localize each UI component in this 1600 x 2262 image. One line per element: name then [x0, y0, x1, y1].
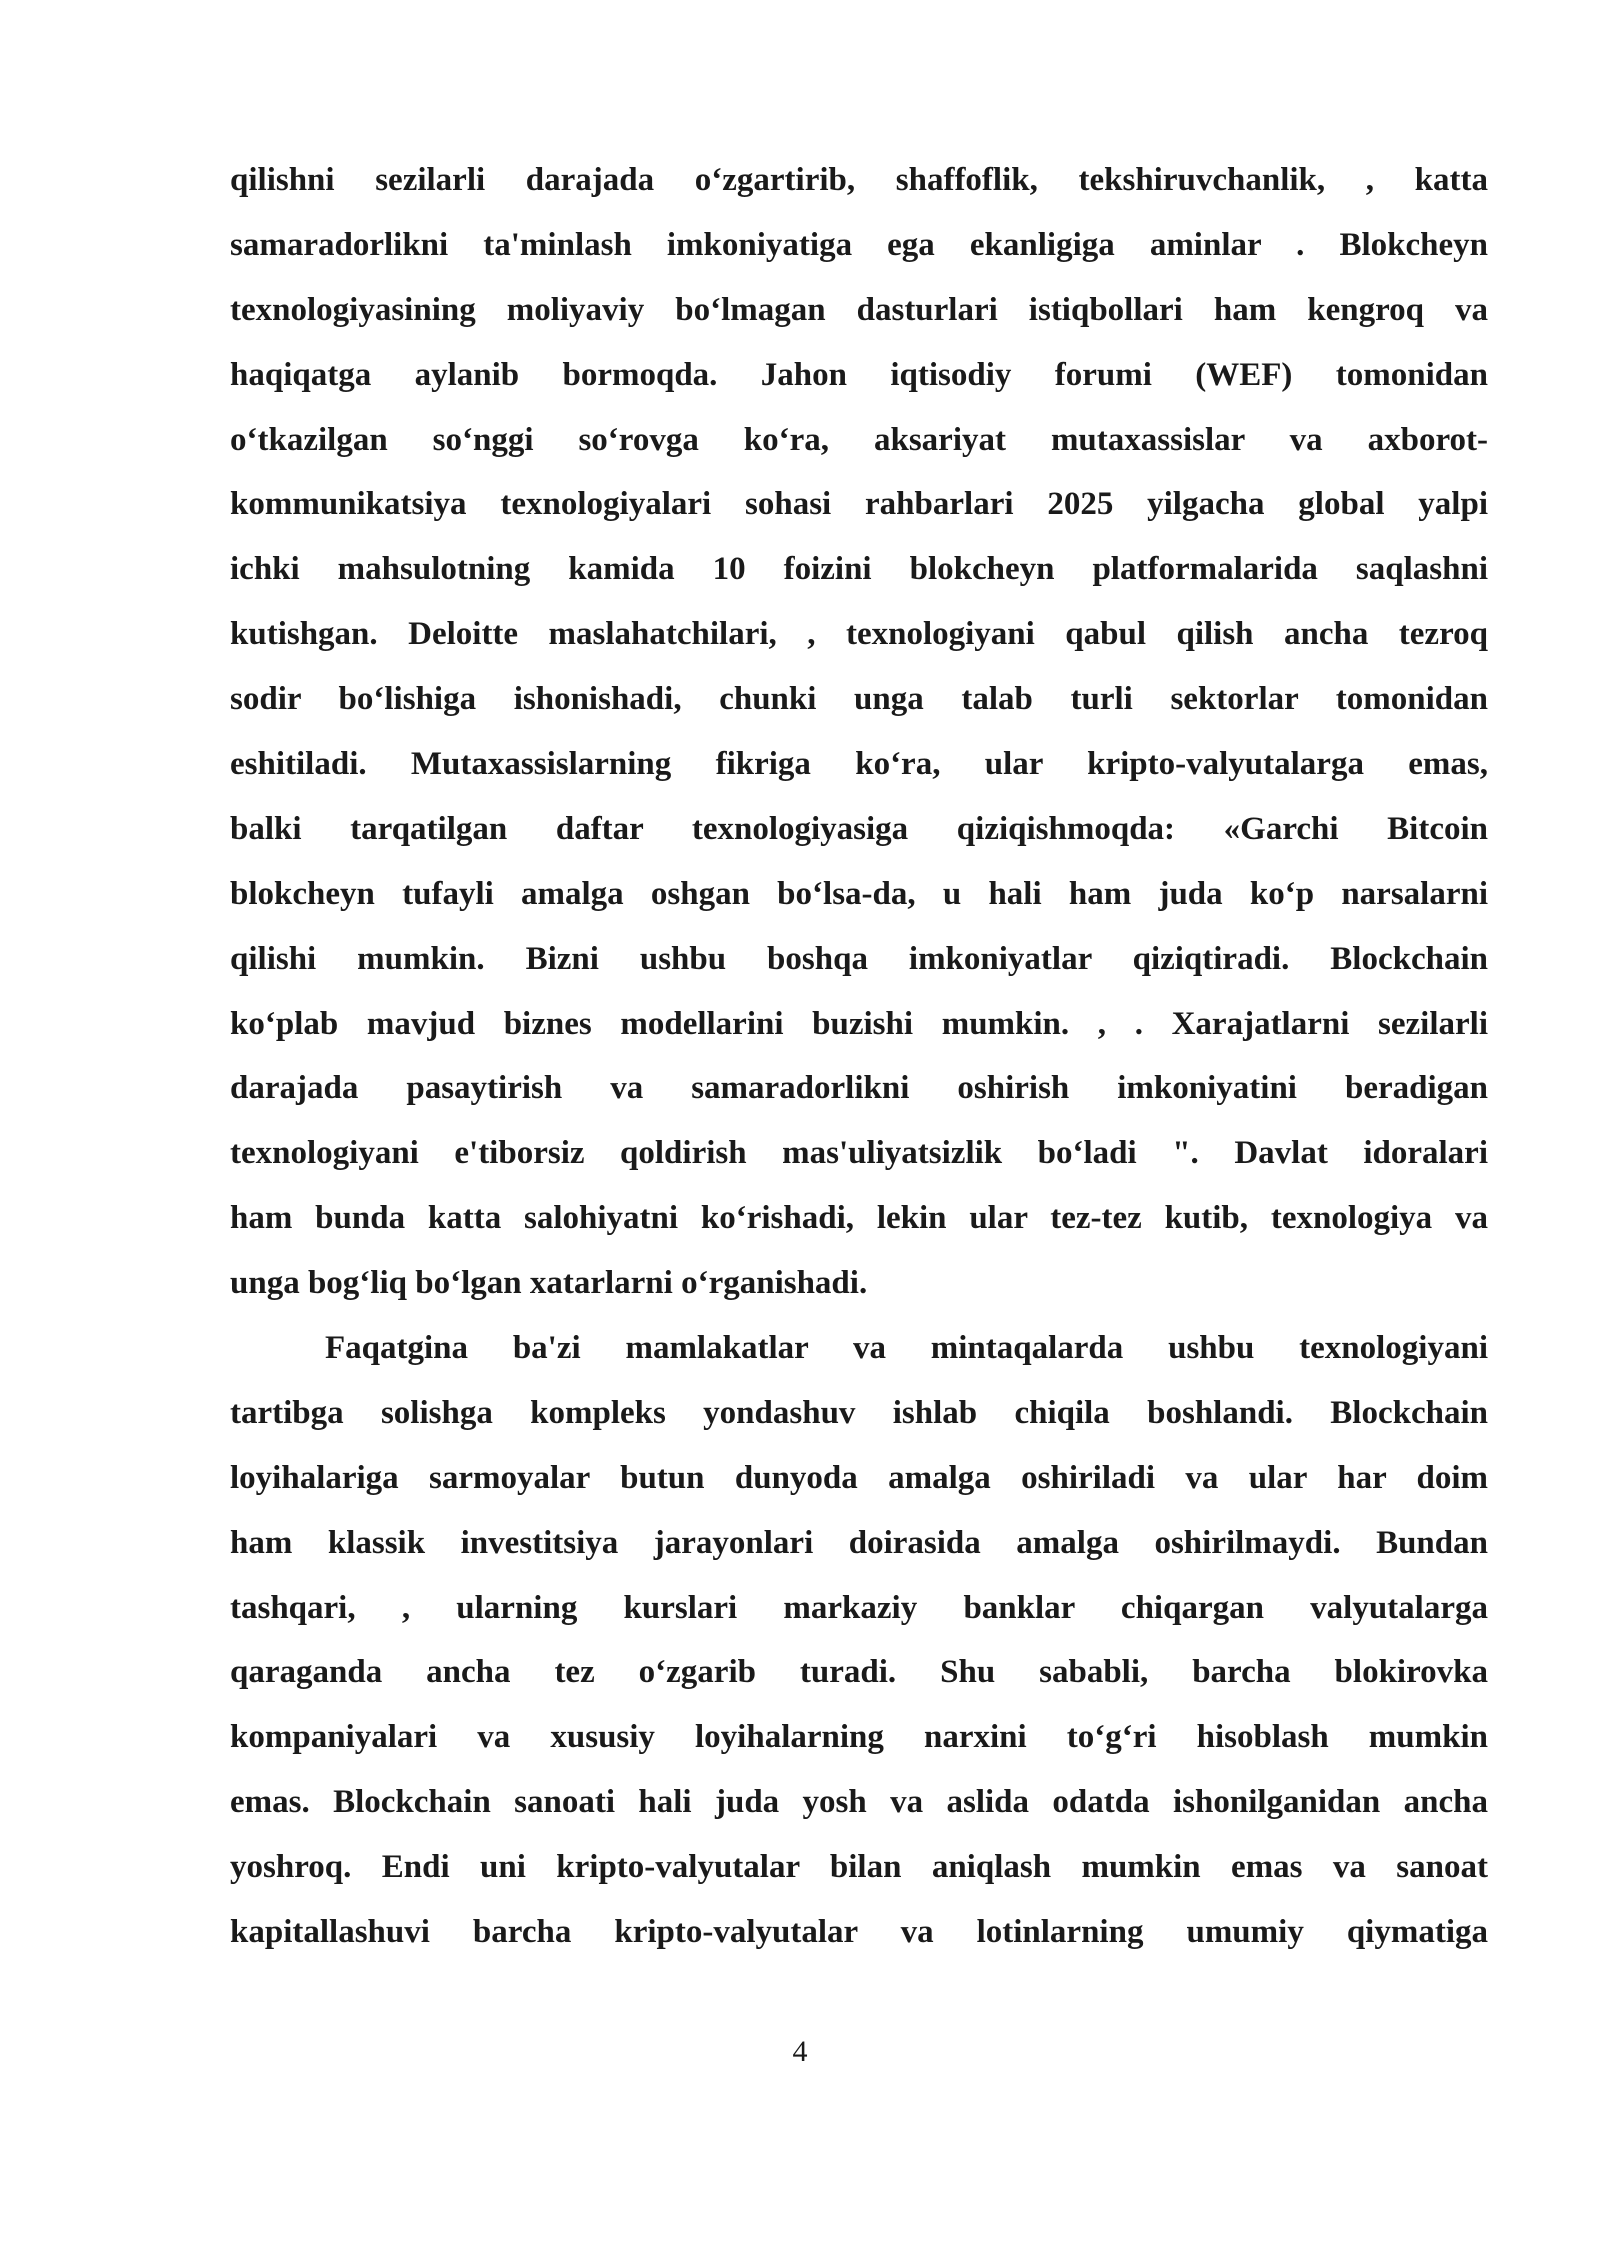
text-line: ham klassik investitsiya jarayonlari doirasida amalga oshirilmaydi. Bundan: [230, 1524, 1488, 1561]
text-line: haqiqatga aylanib bormoqda. Jahon iqtisodiy forumi (WEF) tomonidan: [230, 356, 1488, 393]
text-line: ichki mahsulotning kamida 10 foizini blokcheyn platformalarida saqlashni: [230, 551, 1488, 588]
text-line: qaraganda ancha tez o‘zgarib turadi. Shu sababli, barcha blokirovka: [230, 1654, 1488, 1691]
text-line: samaradorlikni ta'minlash imkoniyatiga ega ekanligiga aminlar . Blokcheyn: [230, 226, 1488, 263]
paragraph-end-line: unga bog‘liq bo‘lgan xatarlarni o‘rganishadi.: [230, 1265, 868, 1302]
paragraph-start-line: Faqatgina ba'zi mamlakatlar va mintaqalarda ushbu texnologiyani: [325, 1330, 1488, 1367]
text-line: texnologiyasining moliyaviy bo‘lmagan dasturlari istiqbollari ham kengroq va: [230, 291, 1488, 328]
text-line: kompaniyalari va xususiy loyihalarning narxini to‘g‘ri hisoblash mumkin: [230, 1719, 1488, 1756]
text-line: blokcheyn tufayli amalga oshgan bo‘lsa-da, u hali ham juda ko‘p narsalarni: [230, 875, 1488, 912]
text-line: darajada pasaytirish va samaradorlikni oshirish imkoniyatini beradigan: [230, 1070, 1488, 1107]
text-line: kapitallashuvi barcha kripto-valyutalar va lotinlarning umumiy qiymatiga: [230, 1914, 1488, 1951]
text-line: eshitiladi. Mutaxassislarning fikriga ko‘ra, ular kripto-valyutalarga emas,: [230, 746, 1488, 783]
text-line: ko‘plab mavjud biznes modellarini buzishi mumkin. , . Xarajatlarni sezilarli: [230, 1005, 1488, 1042]
text-line: tashqari, , ularning kurslari markaziy banklar chiqargan valyutalarga: [230, 1589, 1488, 1626]
text-line: qilishi mumkin. Bizni ushbu boshqa imkoniyatlar qiziqtiradi. Blockchain: [230, 940, 1488, 977]
text-line: kutishgan. Deloitte maslahatchilari, , texnologiyani qabul qilish ancha tezroq: [230, 616, 1488, 653]
text-line: sodir bo‘lishiga ishonishadi, chunki unga talab turli sektorlar tomonidan: [230, 681, 1488, 718]
text-line: o‘tkazilgan so‘nggi so‘rovga ko‘ra, aksariyat mutaxassislar va axborot-: [230, 421, 1488, 458]
text-line: emas. Blockchain sanoati hali juda yosh va aslida odatda ishonilganidan ancha: [230, 1784, 1488, 1821]
text-line: tartibga solishga kompleks yondashuv ishlab chiqila boshlandi. Blockchain: [230, 1394, 1488, 1431]
text-line: loyihalariga sarmoyalar butun dunyoda amalga oshiriladi va ular har doim: [230, 1459, 1488, 1496]
body-text: [230, 148, 1488, 1965]
text-line: texnologiyani e'tiborsiz qoldirish mas'uliyatsizlik bo‘ladi ". Davlat idoralari: [230, 1135, 1488, 1172]
text-line: qilishni sezilarli darajada o‘zgartirib, shaffoflik, tekshiruvchanlik, , katta: [230, 162, 1488, 198]
text-line: kommunikatsiya texnologiyalari sohasi rahbarlari 2025 yilgacha global yalpi: [230, 486, 1488, 523]
text-line: ham bunda katta salohiyatni ko‘rishadi, lekin ular tez-tez kutib, texnologiya va: [230, 1200, 1488, 1237]
text-line: balki tarqatilgan daftar texnologiyasiga qiziqishmoqda: «Garchi Bitcoin: [230, 810, 1488, 847]
text-line: yoshroq. Endi uni kripto-valyutalar bilan aniqlash mumkin emas va sanoat: [230, 1849, 1488, 1886]
page-number: 4: [792, 2035, 808, 2068]
